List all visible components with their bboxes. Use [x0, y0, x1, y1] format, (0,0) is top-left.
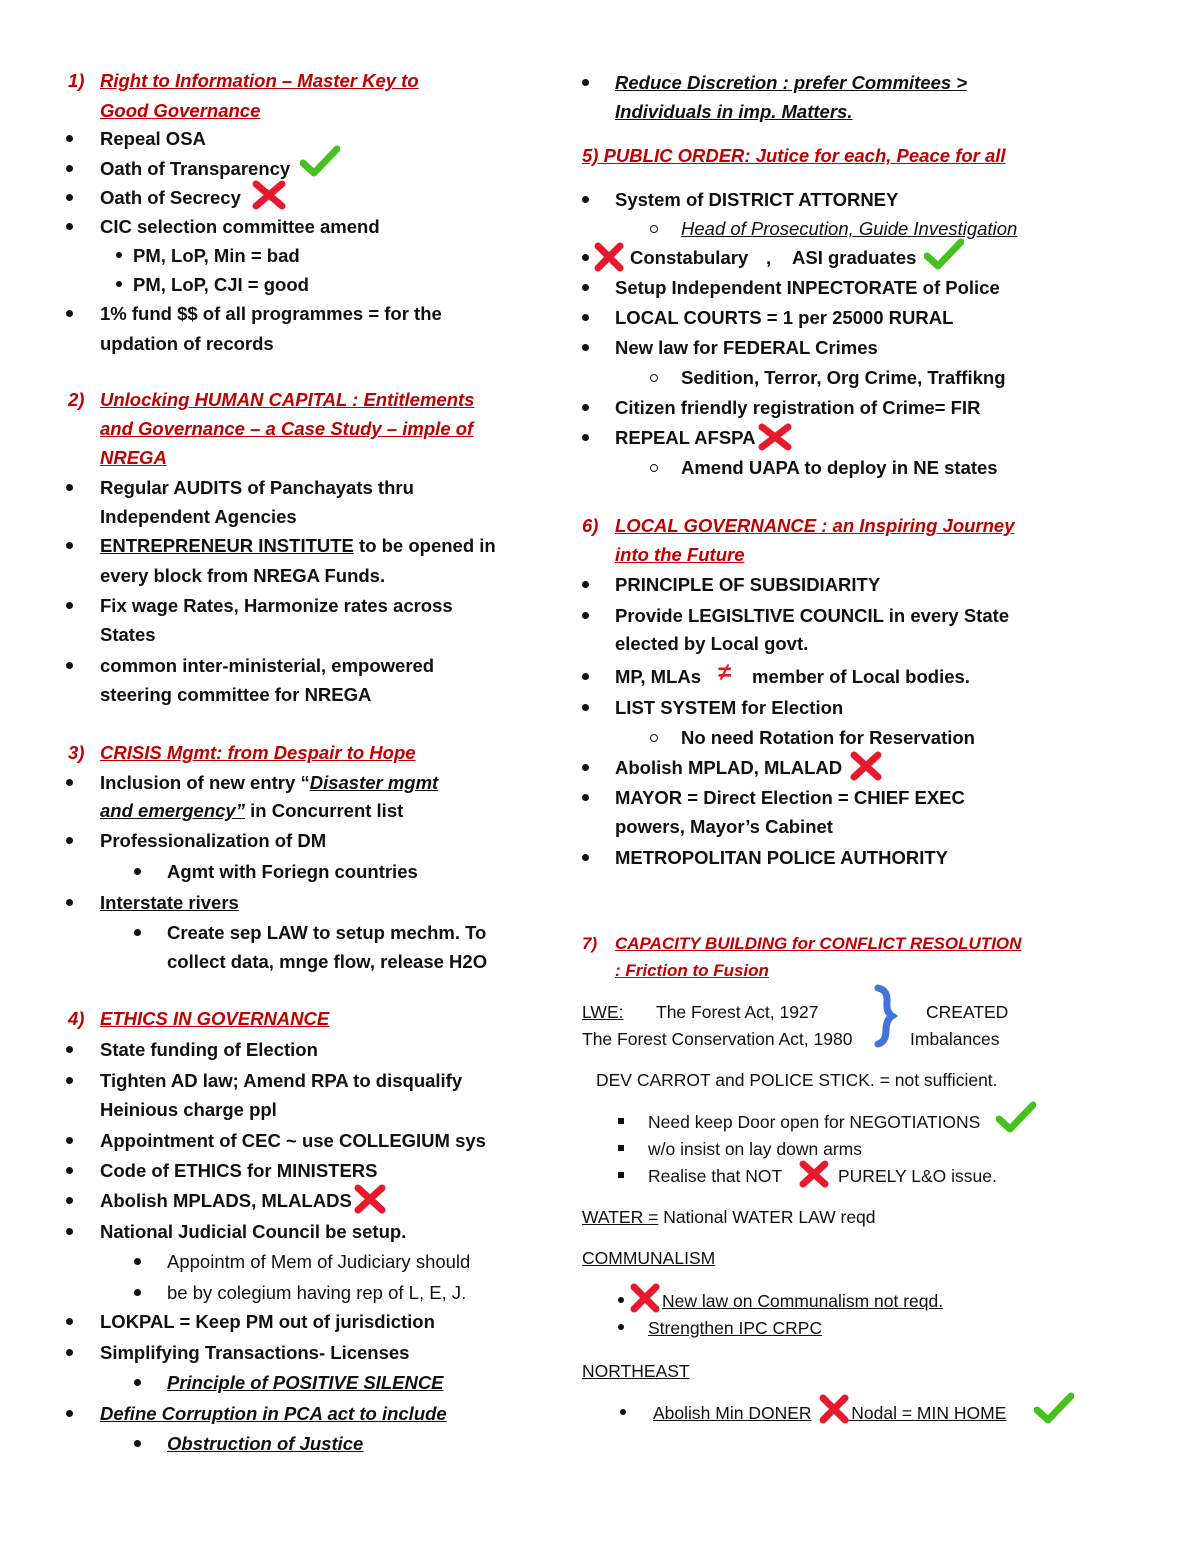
list-item: Define Corruption in PCA act to include	[100, 1403, 447, 1424]
bullet	[66, 310, 73, 317]
section-6-title-cont: into the Future	[615, 544, 745, 565]
sub-bullet	[650, 225, 658, 233]
bullet	[582, 79, 589, 86]
section-3-title: CRISIS Mgmt: from Despair to Hope	[100, 742, 416, 763]
list-item: Setup Independent INPECTORATE of Police	[615, 277, 1000, 298]
bullet	[66, 194, 73, 201]
bullet	[134, 1258, 141, 1265]
list-item-cont: Heinious charge ppl	[100, 1099, 277, 1120]
list-item: ASI graduates	[792, 247, 917, 268]
sub-item: Principle of POSITIVE SILENCE	[167, 1372, 444, 1393]
list-item: 1% fund $$ of all programmes = for the	[100, 303, 442, 324]
check-icon	[1034, 1392, 1074, 1424]
section-4-title: ETHICS IN GOVERNANCE	[100, 1008, 330, 1029]
bullet	[66, 1137, 73, 1144]
cross-icon	[819, 1394, 849, 1424]
list-item: Appointment of CEC ~ use COLLEGIUM sys	[100, 1130, 486, 1151]
list-item: METROPOLITAN POLICE AUTHORITY	[615, 847, 948, 868]
sub-item: Sedition, Terror, Org Crime, Traffikng	[681, 367, 1006, 388]
imbalances-label: Imbalances	[910, 1029, 1000, 1049]
section-2-title-cont: NREGA	[100, 447, 167, 468]
cross-icon	[594, 242, 624, 272]
created-label: CREATED	[926, 1002, 1009, 1022]
section-1-number: 1)	[68, 70, 85, 91]
list-item: New law on Communalism not reqd.	[662, 1291, 944, 1311]
bullet	[582, 794, 589, 801]
cross-icon	[252, 180, 286, 210]
list-item-cont: powers, Mayor’s Cabinet	[615, 816, 833, 837]
cross-icon	[630, 1283, 660, 1313]
bullet	[582, 344, 589, 351]
bullet	[66, 662, 73, 669]
list-item: LOKPAL = Keep PM out of jurisdiction	[100, 1311, 435, 1332]
list-item: CIC selection committee amend	[100, 216, 380, 237]
underlined-term: WATER =	[582, 1207, 659, 1227]
bullet	[134, 1440, 141, 1447]
list-item: Need keep Door open for NEGOTIATIONS	[648, 1112, 981, 1132]
bullet	[582, 404, 589, 411]
list-item: LIST SYSTEM for Election	[615, 697, 844, 718]
bullet	[66, 484, 73, 491]
section-2-title: Unlocking HUMAN CAPITAL : Entitlements	[100, 389, 475, 410]
list-item: Constabulary	[630, 247, 749, 268]
bullet	[134, 868, 141, 875]
bullet	[582, 581, 589, 588]
list-item: Simplifying Transactions- Licenses	[100, 1342, 410, 1363]
act-name: The Forest Conservation Act, 1980	[582, 1029, 853, 1049]
list-item	[100, 535, 496, 557]
bullet	[582, 673, 589, 680]
list-item-cont: Individuals in imp. Matters.	[615, 101, 853, 122]
list-item: Provide LEGISLTIVE COUNCIL in every State	[615, 605, 1010, 626]
section-3-number: 3)	[68, 742, 85, 763]
list-item: Tighten AD law; Amend RPA to disqualify	[100, 1070, 463, 1091]
check-icon	[300, 145, 340, 177]
text: Abolish Min DONER	[653, 1403, 812, 1423]
bullet	[618, 1324, 624, 1330]
brace-icon	[872, 984, 898, 1048]
bullet	[66, 1077, 73, 1084]
sub-item: Appointm of Mem of Judiciary should	[167, 1251, 471, 1272]
list-item	[100, 772, 438, 794]
section-6-title: LOCAL GOVERNANCE : an Inspiring Journey	[615, 515, 1015, 536]
list-item: member of Local bodies.	[752, 666, 970, 687]
text: National WATER LAW reqd	[658, 1207, 876, 1227]
sub-item: PM, LoP, Min = bad	[133, 245, 300, 266]
text: Inclusion of new entry “	[100, 772, 310, 793]
section-5-title: 5) PUBLIC ORDER: Jutice for each, Peace for all	[582, 145, 1006, 166]
bullet	[66, 779, 73, 786]
bullet	[66, 1228, 73, 1235]
check-icon	[924, 238, 964, 270]
text: in Concurrent list	[244, 800, 404, 821]
act-name: The Forest Act, 1927	[656, 1002, 819, 1022]
underlined-term: Disaster mgmt	[309, 772, 439, 793]
bullet	[582, 854, 589, 861]
statement: DEV CARROT and POLICE STICK. = not sufficient.	[596, 1070, 998, 1090]
bullet	[66, 837, 73, 844]
list-item: PRINCIPLE OF SUBSIDIARITY	[615, 574, 881, 595]
list-item: Oath of Transparency	[100, 158, 291, 179]
list-item: System of DISTRICT ATTORNEY	[615, 189, 899, 210]
cross-icon	[799, 1160, 829, 1188]
check-icon	[996, 1101, 1036, 1133]
list-item-cont: updation of records	[100, 333, 274, 354]
square-bullet	[618, 1145, 624, 1151]
bullet	[582, 284, 589, 291]
section-6-number: 6)	[582, 515, 599, 536]
cross-icon	[850, 751, 882, 781]
section-1-title-cont: Good Governance	[100, 100, 261, 121]
list-item: Strengthen IPC CRPC	[648, 1318, 823, 1338]
list-item-cont: Independent Agencies	[100, 506, 297, 527]
list-item-cont: steering committee for NREGA	[100, 684, 372, 705]
sub-item: Create sep LAW to setup mechm. To	[167, 922, 487, 943]
sub-item: Obstruction of Justice	[167, 1433, 364, 1454]
section-2-title-cont: and Governance – a Case Study – imple of	[100, 418, 474, 439]
list-item: New law for FEDERAL Crimes	[615, 337, 878, 358]
bullet	[582, 196, 589, 203]
water-statement	[582, 1206, 876, 1228]
list-item: Abolish MPLADS, MLALADS	[100, 1190, 352, 1211]
bullet	[116, 281, 122, 287]
bullet	[134, 1379, 141, 1386]
bullet	[582, 254, 589, 261]
list-item: LOCAL COURTS = 1 per 25000 RURAL	[615, 307, 954, 328]
list-item: National Judicial Council be setup.	[100, 1221, 407, 1242]
underlined-term: and emergency”	[100, 800, 245, 821]
bullet	[66, 1167, 73, 1174]
communalism-heading: COMMUNALISM	[582, 1248, 716, 1268]
not-equal-symbol: ≠	[718, 659, 732, 686]
bullet	[66, 1349, 73, 1356]
section-1-title: Right to Information – Master Key to	[100, 70, 419, 91]
sub-bullet	[650, 374, 658, 382]
underlined-term: ENTREPRENEUR INSTITUTE	[100, 535, 354, 556]
list-item: Realise that NOT	[648, 1166, 783, 1186]
bullet	[582, 612, 589, 619]
sub-item: Amend UAPA to deploy in NE states	[681, 457, 998, 478]
bullet	[618, 1297, 624, 1303]
bullet	[582, 314, 589, 321]
bullet	[66, 1318, 73, 1325]
sub-item: be by colegium having rep of L, E, J.	[167, 1282, 467, 1303]
bullet	[66, 135, 73, 142]
list-item: w/o insist on lay down arms	[648, 1139, 862, 1159]
list-item: State funding of Election	[100, 1039, 318, 1060]
cross-icon	[758, 423, 792, 451]
list-item: MAYOR = Direct Election = CHIEF EXEC	[615, 787, 965, 808]
list-item: MP, MLAs	[615, 666, 702, 687]
sub-bullet	[650, 734, 658, 742]
sub-bullet	[650, 464, 658, 472]
bullet	[66, 1197, 73, 1204]
list-item: REPEAL AFSPA	[615, 427, 756, 448]
list-item-cont	[100, 800, 403, 822]
bullet	[134, 1289, 141, 1296]
sub-item-cont: collect data, mnge flow, release H2O	[167, 951, 488, 972]
section-7-title: CAPACITY BUILDING for CONFLICT RESOLUTION	[615, 934, 1022, 953]
text: to be opened in	[353, 535, 496, 556]
list-item: Interstate rivers	[100, 892, 239, 913]
separator: ,	[766, 247, 772, 268]
bullet	[582, 704, 589, 711]
bullet	[66, 542, 73, 549]
sub-item: Agmt with Foriegn countries	[167, 861, 418, 882]
list-item: Code of ETHICS for MINISTERS	[100, 1160, 378, 1181]
bullet	[66, 899, 73, 906]
list-item: Repeal OSA	[100, 128, 206, 149]
section-2-number: 2)	[68, 389, 85, 410]
bullet	[620, 1409, 626, 1415]
cross-icon	[354, 1184, 386, 1214]
list-item: PURELY L&O issue.	[838, 1166, 997, 1186]
square-bullet	[618, 1172, 624, 1178]
list-item: Reduce Discretion : prefer Commitees >	[615, 72, 968, 93]
bullet	[66, 1410, 73, 1417]
square-bullet	[618, 1118, 624, 1124]
bullet	[116, 252, 122, 258]
bullet	[66, 1046, 73, 1053]
list-item: Oath of Secrecy	[100, 187, 241, 208]
list-item-cont: every block from NREGA Funds.	[100, 565, 386, 586]
bullet	[582, 434, 589, 441]
lwe-label: LWE:	[582, 1002, 624, 1022]
bullet	[134, 929, 141, 936]
list-item: Professionalization of DM	[100, 830, 327, 851]
bullet	[66, 165, 73, 172]
section-7-number: 7)	[582, 934, 598, 953]
list-item-cont: elected by Local govt.	[615, 633, 809, 654]
list-item: Abolish MPLAD, MLALAD	[615, 757, 843, 778]
bullet	[66, 602, 73, 609]
sub-item: PM, LoP, CJI = good	[133, 274, 309, 295]
sub-item: Head of Prosecution, Guide Investigation	[681, 218, 1018, 239]
list-item: Regular AUDITS of Panchayats thru	[100, 477, 414, 498]
list-item-cont: States	[100, 624, 156, 645]
text: , Nodal = MIN HOME	[841, 1403, 1007, 1423]
bullet	[582, 764, 589, 771]
sub-item: No need Rotation for Reservation	[681, 727, 975, 748]
section-7-title-cont: : Friction to Fusion	[615, 961, 769, 980]
list-item: Citizen friendly registration of Crime= FIR	[615, 397, 981, 418]
list-item: Fix wage Rates, Harmonize rates across	[100, 595, 453, 616]
list-item: common inter-ministerial, empowered	[100, 655, 435, 676]
section-4-number: 4)	[68, 1008, 85, 1029]
northeast-heading: NORTHEAST	[582, 1361, 690, 1381]
bullet	[66, 223, 73, 230]
